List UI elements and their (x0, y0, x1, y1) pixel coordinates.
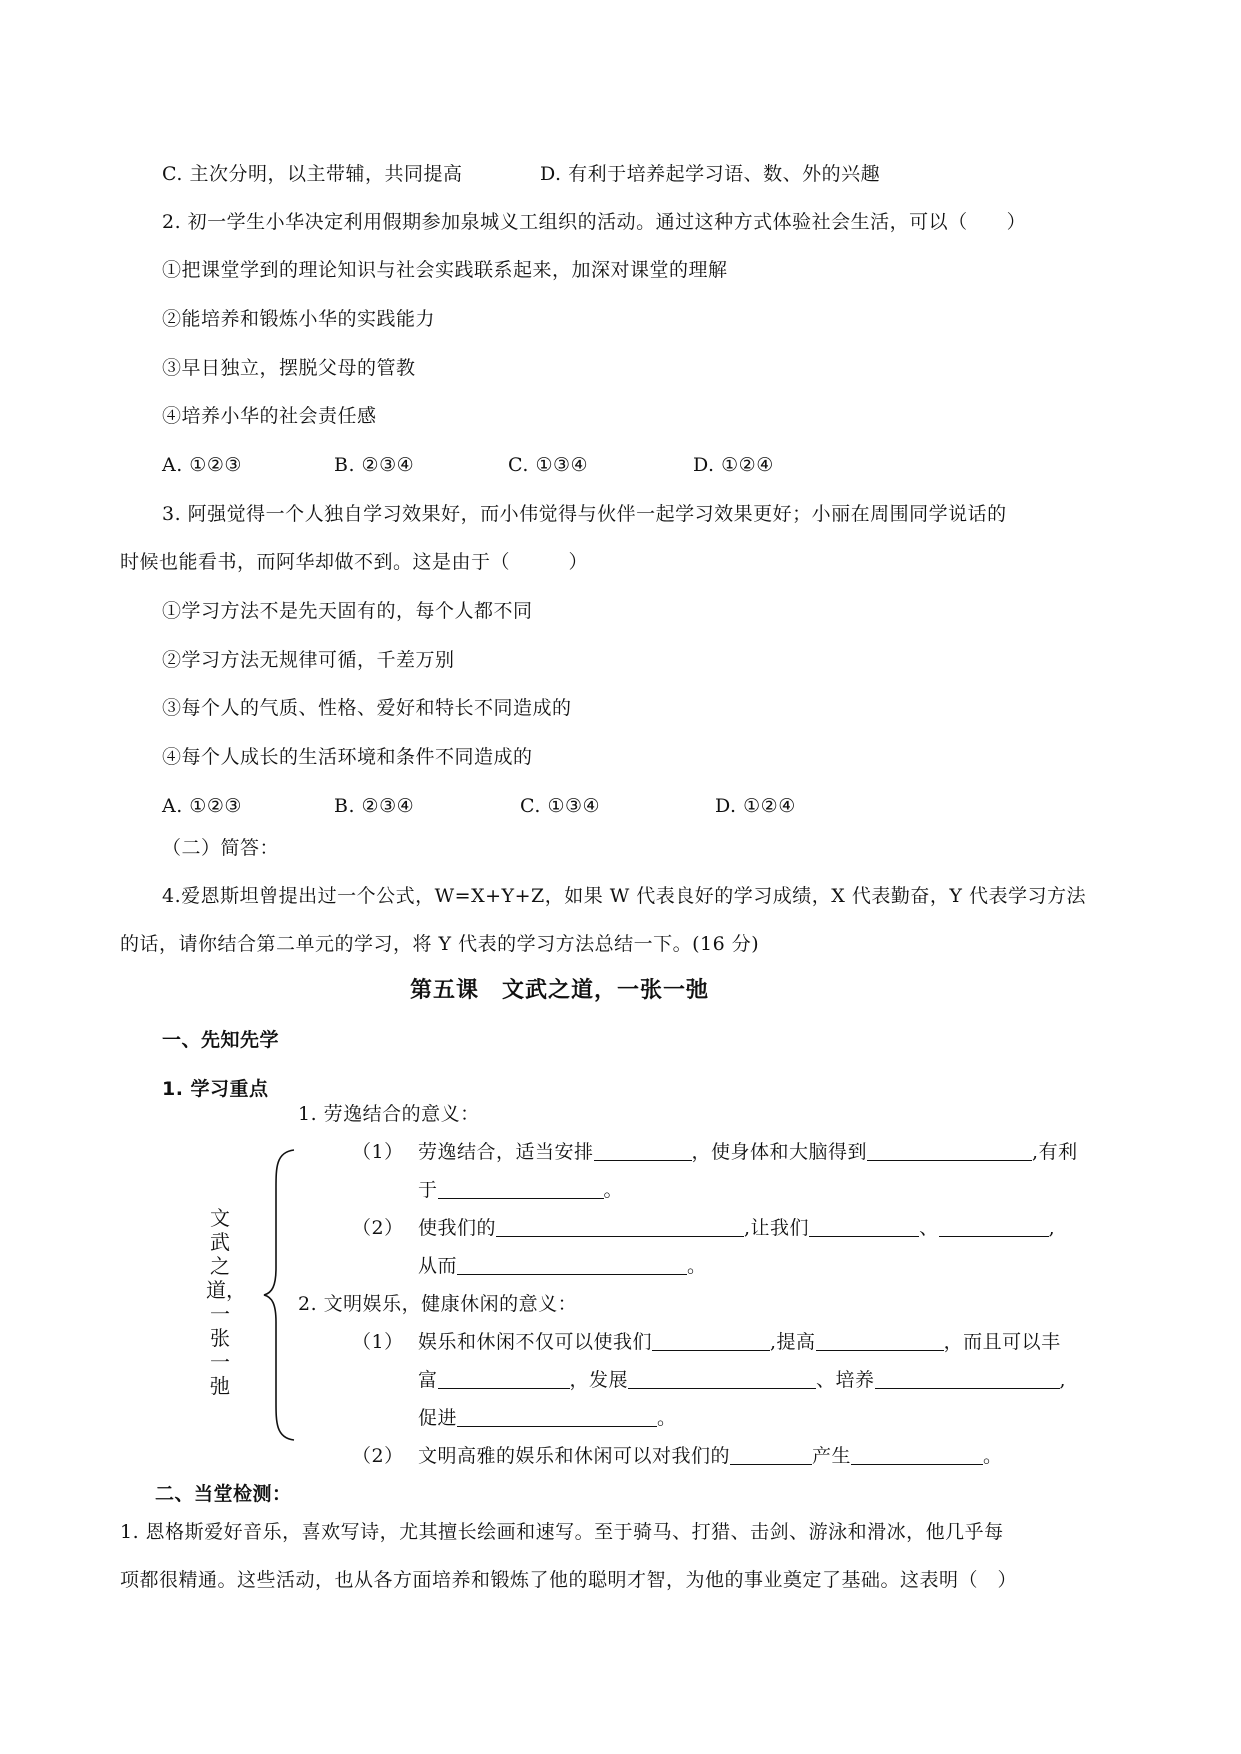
blank-line[interactable] (457, 1256, 687, 1275)
q2-option: D. ①②④ (693, 454, 774, 476)
outline-item-1-2-cont: 从而 。 (418, 1255, 707, 1277)
section-heading: （二）简答： (162, 837, 280, 859)
q2-option: C. ①③④ (508, 454, 589, 476)
q2-option: A. ①②③ (162, 454, 242, 476)
q3-item: ③每个人的气质、性格、爱好和特长不同造成的 (162, 697, 572, 719)
blank-line[interactable] (730, 1446, 812, 1465)
option-d: D. 有利于培养起学习语、数、外的兴趣 (540, 163, 881, 185)
blank-line[interactable] (867, 1142, 1032, 1161)
blank-line[interactable] (939, 1218, 1049, 1237)
q3-option: A. ①②③ (162, 795, 242, 817)
blank-line[interactable] (875, 1370, 1060, 1389)
q2-stem: 2. 初一学生小华决定利用假期参加泉城义工组织的活动。通过这种方式体验社会生活，可以（ ） (162, 211, 1027, 233)
q2-item: ③早日独立，摆脱父母的管教 (162, 357, 416, 379)
option-c: C. 主次分明，以主带辅，共同提高 (162, 163, 463, 185)
blank-line[interactable] (438, 1180, 604, 1199)
blank-line[interactable] (628, 1370, 816, 1389)
blank-line[interactable] (652, 1332, 770, 1351)
outline-item-num: （2） (352, 1217, 404, 1239)
q2-option: B. ②③④ (334, 454, 415, 476)
p2-q1-text: 1. 恩格斯爱好音乐，喜欢写诗，尤其擅长绘画和速写。至于骑马、打猎、击剑、游泳和滑冰，他几乎每 (120, 1521, 1004, 1543)
curly-brace-icon (262, 1148, 298, 1442)
q2-item: ④培养小华的社会责任感 (162, 405, 377, 427)
q3-option: C. ①③④ (520, 795, 601, 817)
blank-line[interactable] (851, 1446, 983, 1465)
outline-item-num: （1） (352, 1141, 404, 1163)
outline-heading-2: 2. 文明娱乐，健康休闲的意义： (298, 1293, 578, 1315)
blank-line[interactable] (816, 1332, 944, 1351)
outline-item-2-1-cont: 富 ，发展 、培养 , (418, 1369, 1067, 1391)
q3-option: B. ②③④ (334, 795, 415, 817)
q3-item: ①学习方法不是先天固有的，每个人都不同 (162, 600, 533, 622)
blank-line[interactable] (457, 1408, 657, 1427)
outline-item-1-1-cont: 于 。 (418, 1179, 624, 1201)
blank-line[interactable] (594, 1142, 692, 1161)
q3-stem: 3. 阿强觉得一个人独自学习效果好，而小伟觉得与伙伴一起学习效果更好；小丽在周围同学说话的 (162, 503, 1007, 525)
outline-item-num: （2） (352, 1445, 404, 1467)
blank-line[interactable] (809, 1218, 919, 1237)
p2-q1-text-cont: 项都很精通。这些活动，也从各方面培养和锻炼了他的聪明才智，为他的事业奠定了基础。这表明（ ） (120, 1569, 1018, 1591)
part2-heading: 二、当堂检测： (155, 1483, 292, 1505)
outline-item-num: （1） (352, 1331, 404, 1353)
outline-item-2-1-cont2: 促进 。 (418, 1407, 677, 1429)
q3-stem-cont: 时候也能看书，而阿华却做不到。这是由于（ ） (120, 551, 589, 573)
outline-item-1-1: 劳逸结合，适当安排 ，使身体和大脑得到 ,有利 (418, 1141, 1078, 1163)
outline-item-2-1: 娱乐和休闲不仅可以使我们 ,提高 ，而且可以丰 (418, 1331, 1061, 1353)
outline-item-1-2: 使我们的 ,让我们 、 , (418, 1217, 1056, 1239)
lesson-title: 第五课 文武之道，一张一弛 (410, 978, 710, 1003)
q3-option: D. ①②④ (715, 795, 796, 817)
outline-heading-1: 1. 劳逸结合的意义： (298, 1103, 480, 1125)
q4-text-cont: 的话，请你结合第二单元的学习，将 Y 代表的学习方法总结一下。(16 分) (120, 933, 760, 955)
q4-text: 4.爱恩斯坦曾提出过一个公式，W=X+Y+Z，如果 W 代表良好的学习成绩，X 代表勤奋，Y 代表学习方法 (162, 885, 1086, 907)
blank-line[interactable] (438, 1370, 570, 1389)
q3-item: ④每个人成长的生活环境和条件不同造成的 (162, 746, 533, 768)
outline-vertical-label: 文武之道，一张一弛 (206, 1206, 246, 1398)
outline-item-2-2: 文明高雅的娱乐和休闲可以对我们的 产生 。 (418, 1445, 1003, 1467)
blank-line[interactable] (496, 1218, 744, 1237)
q2-item: ②能培养和锻炼小华的实践能力 (162, 308, 436, 330)
part1-heading: 一、先知先学 (162, 1029, 280, 1051)
q3-item: ②学习方法无规律可循，千差万别 (162, 649, 455, 671)
q2-item: ①把课堂学到的理论知识与社会实践联系起来，加深对课堂的理解 (162, 259, 728, 281)
part1-subheading: 1. 学习重点 (162, 1078, 269, 1100)
